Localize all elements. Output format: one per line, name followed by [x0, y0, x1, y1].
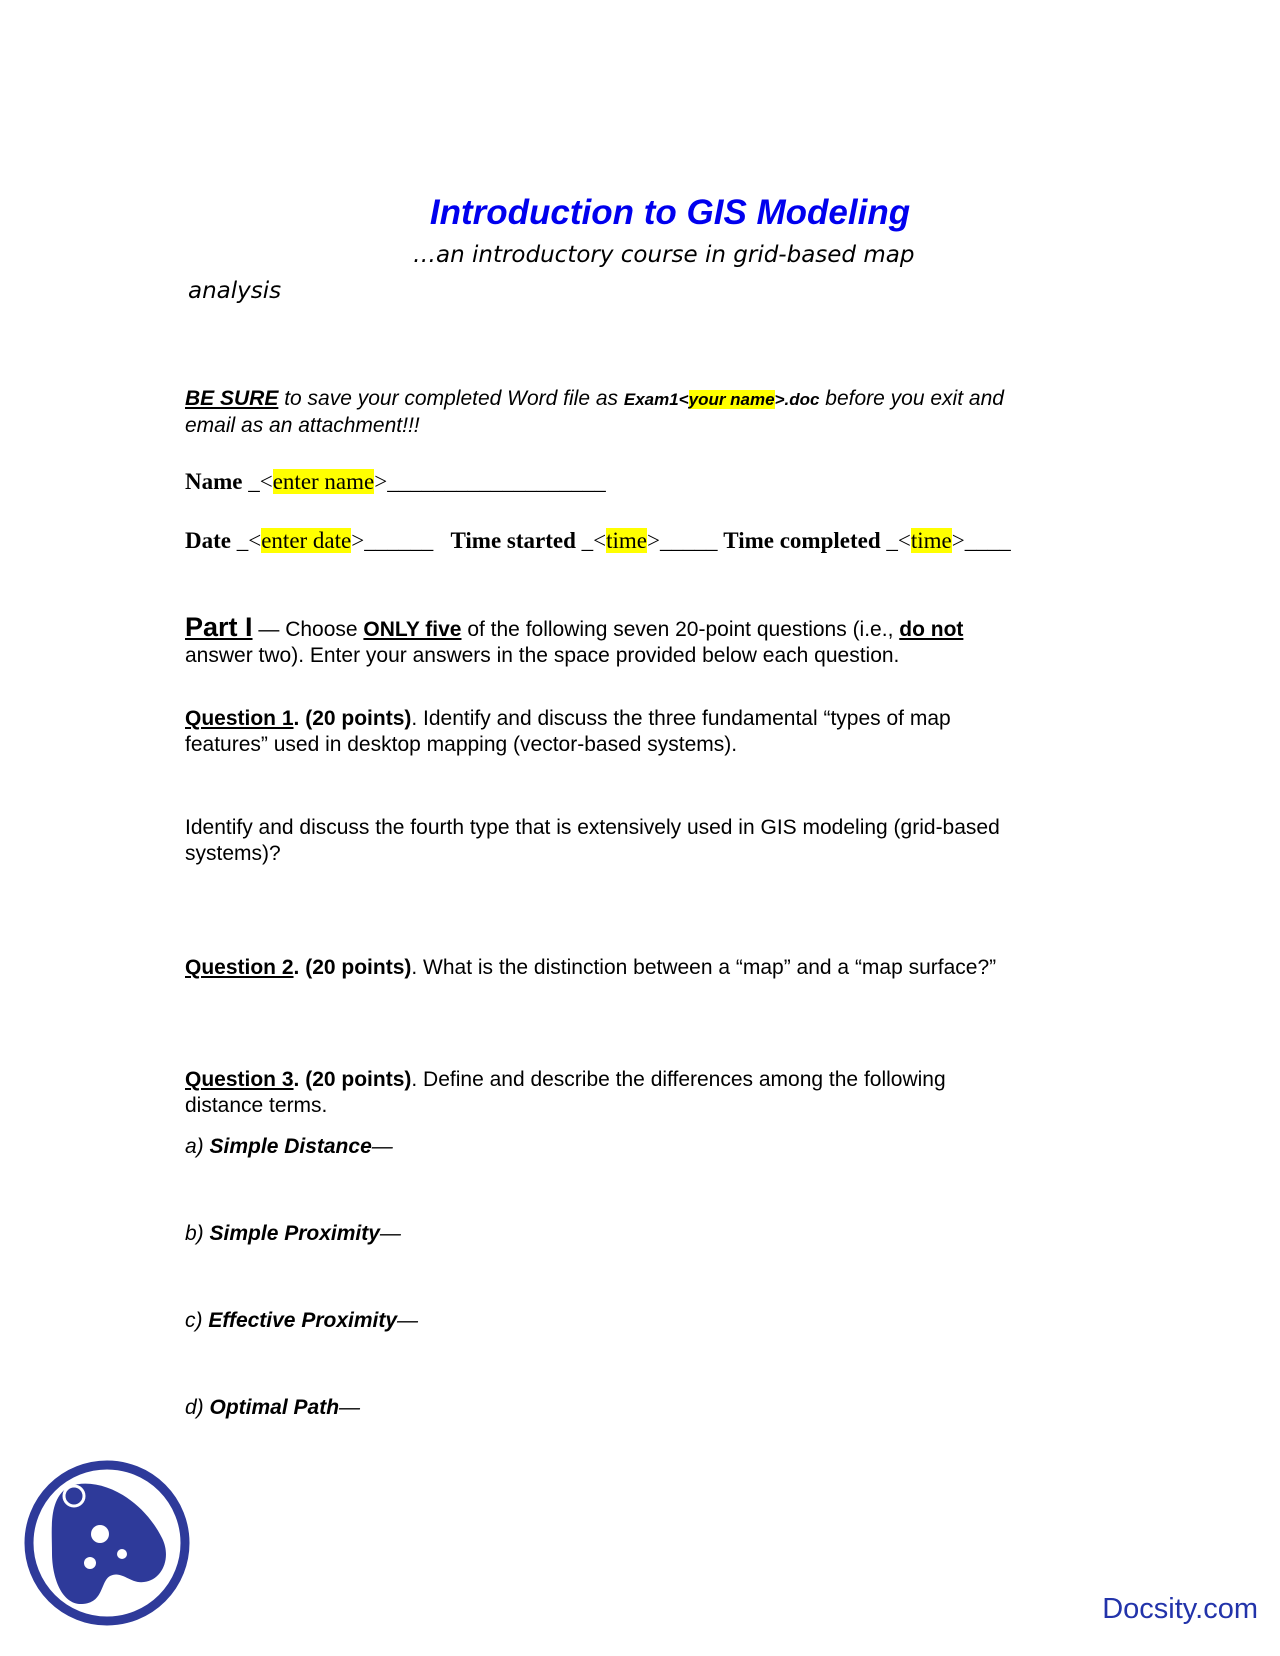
- only-five: ONLY five: [363, 618, 462, 641]
- time-started-label: Time started: [450, 528, 576, 553]
- question-2-points: . (20 points): [293, 956, 412, 979]
- question-2-label: Question 2: [185, 956, 294, 979]
- item-letter: a): [185, 1135, 210, 1158]
- distance-item-c: [185, 1308, 418, 1334]
- part1-heading: Part I: [185, 612, 253, 642]
- do-not: do not: [899, 618, 964, 641]
- question-3-text: . Define and describe the differences among the following: [411, 1068, 946, 1091]
- item-dash: —: [371, 1135, 393, 1158]
- filename-prefix: Exam1<: [623, 390, 689, 409]
- item-dash: —: [379, 1222, 401, 1245]
- instructions-text: to save your completed Word file as: [278, 387, 624, 410]
- item-term: Simple Proximity: [209, 1222, 380, 1245]
- document-subtitle-cont: analysis: [188, 278, 282, 304]
- instructions-line2: email as an attachment!!!: [185, 414, 420, 437]
- date-field[interactable]: enter date: [261, 528, 352, 553]
- time-completed-label: Time completed: [723, 528, 881, 553]
- distance-item-d: [185, 1395, 360, 1421]
- docsity-logo-icon[interactable]: [22, 1458, 192, 1628]
- question-1-text: . Identify and discuss the three fundamental “types of map: [411, 707, 951, 730]
- question-3-label: Question 3: [185, 1068, 294, 1091]
- name-suffix: >___________________: [374, 469, 606, 494]
- question-2-text: . What is the distinction between a “map” and a “map surface?”: [411, 956, 997, 979]
- distance-item-a: [185, 1134, 393, 1160]
- item-letter: d): [185, 1396, 210, 1419]
- item-term: Effective Proximity: [208, 1309, 398, 1332]
- filename-placeholder[interactable]: your name: [688, 390, 775, 409]
- question-3: [185, 1067, 1105, 1119]
- name-label: Name: [185, 469, 243, 494]
- part1-text: — Choose: [252, 618, 364, 641]
- name-field[interactable]: enter name: [272, 469, 375, 494]
- date-prefix: _<: [230, 528, 262, 553]
- item-term: Simple Distance: [209, 1135, 372, 1158]
- item-letter: c): [185, 1309, 209, 1332]
- item-dash: —: [397, 1309, 419, 1332]
- date-label: Date: [185, 528, 231, 553]
- part1-text-2: of the following seven 20-point questions (i.e.,: [461, 618, 900, 641]
- completed-suffix: >____: [951, 528, 1011, 553]
- name-row: [185, 469, 606, 495]
- docsity-brand-link[interactable]: Docsity.com: [1102, 1593, 1258, 1625]
- question-1-points: . (20 points): [293, 707, 412, 730]
- completed-prefix: _<: [880, 528, 911, 553]
- document-title: Introduction to GIS Modeling: [429, 193, 911, 232]
- question-1-label: Question 1: [185, 707, 294, 730]
- time-started-field[interactable]: time: [606, 528, 648, 553]
- date-suffix: >______: [351, 528, 434, 553]
- started-suffix: >_____: [647, 528, 718, 553]
- started-prefix: _<: [575, 528, 607, 553]
- question-1-followup-2: systems)?: [185, 842, 281, 865]
- name-prefix: _<: [242, 469, 273, 494]
- question-3-points: . (20 points): [293, 1068, 412, 1091]
- instructions: [185, 386, 1085, 439]
- question-1-followup-1: Identify and discuss the fourth type that is extensively used in GIS modeling (grid-based: [185, 816, 1000, 839]
- item-dash: —: [339, 1396, 361, 1419]
- question-1: [185, 706, 1105, 758]
- distance-item-b: [185, 1221, 401, 1247]
- question-1-text-2: features” used in desktop mapping (vector-based systems).: [185, 733, 738, 756]
- item-letter: b): [185, 1222, 210, 1245]
- be-sure-label: BE SURE: [185, 387, 279, 410]
- instructions-text-2: before you exit and: [819, 387, 1004, 410]
- item-term: Optimal Path: [209, 1396, 340, 1419]
- filename-suffix: >.doc: [774, 390, 820, 409]
- part1-line2: answer two). Enter your answers in the space provided below each question.: [185, 644, 900, 667]
- time-completed-field[interactable]: time: [910, 528, 952, 553]
- question-3-text-2: distance terms.: [185, 1094, 328, 1117]
- question-2: [185, 955, 1105, 981]
- document-subtitle: …an introductory course in grid-based map: [413, 242, 915, 268]
- part1-intro: [185, 614, 1105, 669]
- question-1-followup: [185, 815, 1105, 867]
- date-time-row: [185, 528, 1011, 554]
